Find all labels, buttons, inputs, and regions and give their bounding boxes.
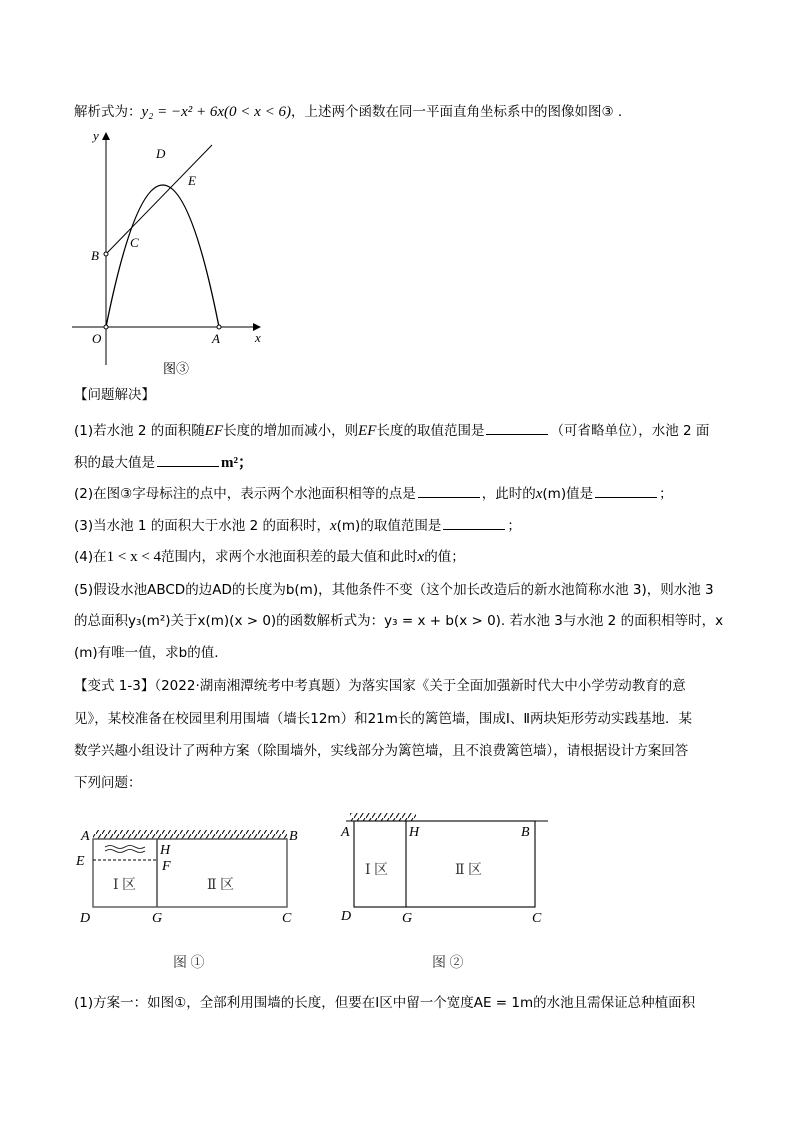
question-4 [74, 547, 465, 567]
q2-text: (m)值是 [542, 486, 594, 502]
q2-text: ； [659, 486, 673, 502]
label-D: D [156, 146, 166, 161]
variant-line: 见》，某校准备在校园里利用围墙（墙长12m）和21m长的篱笆墙，围成Ⅰ、Ⅱ两块矩形劳动实践基地．某 [74, 711, 693, 727]
label-A: A [81, 829, 90, 844]
label-O: O [92, 331, 102, 346]
figure-2 [340, 813, 548, 971]
q1-text: 积的最大值是 [74, 455, 155, 471]
intro-suffix: ，上述两个函数在同一平面直角坐标系中的图像如图③ . [290, 104, 623, 120]
figure-3-graph [60, 125, 280, 380]
q3-text: ； [507, 518, 521, 534]
label-B: B [91, 248, 99, 263]
label-H: H [409, 825, 420, 840]
formula-y2: y₂ = −x² + 6x(0 < x < 6) [141, 104, 291, 120]
figure-1-caption: 图 ① [173, 956, 205, 971]
q4-x: x [417, 549, 425, 565]
question-2 [74, 483, 673, 504]
answer-blank[interactable] [418, 483, 480, 498]
q4-text: 的值； [424, 549, 465, 565]
zone-2-label: Ⅱ 区 [455, 863, 483, 878]
q4-range: 1 < x < 4 [106, 549, 162, 565]
label-F: F [162, 859, 171, 874]
figure-1 [75, 829, 298, 971]
q3-text: (m)的取值范围是 [336, 518, 442, 534]
figure-2-caption: 图 ② [432, 956, 464, 971]
plan-1-line: (1)方案一：如图①，全部利用围墙的长度，但要在Ⅰ区中留一个宽度AE = 1m的水池且需保证总种植面积 [74, 995, 696, 1011]
label-A: A [341, 825, 350, 840]
q2-text: ，此时的 [481, 486, 536, 502]
line-curve [106, 145, 212, 254]
water-icon [105, 846, 145, 853]
label-x: x [255, 330, 261, 345]
label-E: E [76, 854, 85, 869]
question-3 [74, 515, 521, 536]
label-C: C [532, 911, 542, 926]
q1-text: 长度的取值范围是 [376, 423, 485, 439]
q3-x: x [329, 518, 337, 534]
zone-1-label: Ⅰ 区 [113, 878, 137, 893]
q1-text: (1)若水池 2 的面积随 [74, 423, 205, 439]
q2-text: (2)在图③字母标注的点中，表示两个水池面积相等的点是 [74, 486, 416, 502]
intro-line [74, 102, 622, 122]
intro-prefix: 解析式为： [74, 104, 142, 120]
label-C: C [282, 911, 292, 926]
label-H: H [160, 843, 171, 858]
q4-text: 范围内，求两个水池面积差的最大值和此时 [161, 549, 418, 565]
question-5-line: (5)假设水池ABCD的边AD的长度为b(m)，其他条件不变（这个加长改造后的新水池简称水池 3)，则水池 3 [74, 582, 714, 598]
label-G: G [402, 911, 413, 926]
zone-1-label: Ⅰ 区 [365, 863, 389, 878]
label-y: y [93, 128, 99, 143]
label-B: B [521, 825, 530, 840]
question-5-line: (m)有唯一值，求b的值. [74, 645, 219, 661]
answer-blank[interactable] [443, 515, 505, 530]
parabola-curve [106, 185, 219, 327]
answer-blank[interactable] [157, 452, 219, 467]
question-1 [74, 420, 709, 441]
question-1-cont [74, 452, 253, 473]
label-B: B [289, 829, 298, 844]
variant-line: 下列问题： [74, 775, 142, 791]
section-title: 【问题解决】 [74, 387, 155, 403]
zone-2-label: Ⅱ 区 [207, 878, 235, 893]
q1-unit: m²； [221, 455, 253, 471]
label-G: G [152, 911, 163, 926]
q4-text: (4)在 [74, 549, 107, 565]
q1-text: 长度的增加而减小，则 [223, 423, 359, 439]
label-D: D [341, 909, 352, 924]
q1-ef: EF [358, 423, 377, 439]
q1-ef: EF [204, 423, 224, 439]
q2-x: x [535, 486, 543, 502]
variant-line: 数学兴趣小组设计了两种方案（除围墙外，实线部分为篱笆墙，且不浪费篱笆墙），请根据设计方案回答 [74, 743, 689, 759]
label-D: D [80, 911, 91, 926]
answer-blank[interactable] [486, 420, 548, 435]
question-5-line: 的总面积y₃(m²)关于x(m)(x > 0)的函数解析式为：y₃ = x + b(x > 0). 若水池 3与水池 2 的面积相等时，x [74, 613, 724, 629]
variant-line: 【变式 1-3】（2022·湖南湘潭统考中考真题）为落实国家《关于全面加强新时代大中小学劳动教育的意 [74, 678, 686, 694]
answer-blank[interactable] [595, 483, 657, 498]
q1-text: （可省略单位），水池 2 面 [550, 423, 710, 439]
figures-1-2 [60, 810, 560, 980]
label-A: A [212, 331, 220, 346]
q3-text: (3)当水池 1 的面积大于水池 2 的面积时， [74, 518, 330, 534]
figure-3-caption: 图③ [163, 361, 190, 376]
label-E: E [188, 173, 196, 188]
label-C: C [130, 235, 139, 250]
